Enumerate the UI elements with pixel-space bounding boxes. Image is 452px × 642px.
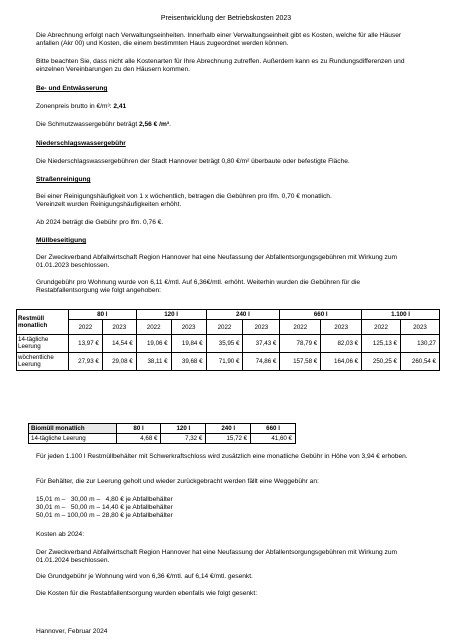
price-cell: 4,68 €: [116, 434, 161, 444]
schwerkraftschloss-text: Für jeden 1.100 l Restmüllbehälter mit Schwerkraftschloss wird zusätzlich eine monatliche Gebühr in Höhe von 3,94 € erhoben.: [36, 453, 408, 460]
heading-be-entwaesserung: Be- und Entwässerung: [36, 85, 108, 92]
strassenreinigung-text-2: Ab 2024 beträgt die Gebühr pro lfm. 0,76 €.: [36, 219, 164, 226]
paragraph-2024-2: Die Grundgebühr je Wohnung wird von 6,36 €/mtl. auf 6,14 €/mtl. gesenkt.: [36, 573, 253, 580]
price-cell: 15,72 €: [206, 434, 251, 444]
niederschlagswasser-text: Die Niederschlagswassergebühren der Stadt Hannover beträgt 0,80 €/m² überbaute oder befestigte Fläche.: [36, 158, 350, 165]
schmutzwasser-line: [36, 121, 416, 129]
restmuell-year-header: 2022: [280, 320, 321, 335]
price-cell: 39,68 €: [171, 353, 206, 371]
price-cell: 74,86 €: [243, 353, 280, 371]
price-cell: 13,97 €: [68, 335, 102, 353]
price-cell: 35,95 €: [206, 335, 243, 353]
biomuell-corner-label: Biomüll monatlich: [29, 424, 117, 434]
price-cell: 14,54 €: [102, 335, 136, 353]
restmuell-size-header: 1.100 l: [362, 310, 440, 320]
price-cell: 125,13 €: [362, 335, 401, 353]
restmuell-year-header: 2023: [102, 320, 136, 335]
paragraph-2024-1: Der Zweckverband Abfallwirtschaft Region Hannover hat eine Neufassung der Abfallentsorgungsgebühren mit Wirkung zum 01.01.2024 beschlossen.: [36, 549, 398, 565]
price-cell: 130,27: [401, 335, 440, 353]
row-label: 14-tägliche Leerung: [29, 434, 117, 444]
zonenpreis-line: [36, 103, 416, 111]
price-cell: 71,90 €: [206, 353, 243, 371]
heading-strassenreinigung: Straßenreinigung: [36, 176, 91, 183]
list-item: 50,01 m – 100,00 m – 28,80 € je Abfallbehälter: [36, 512, 173, 519]
restmuell-size-header: 660 l: [280, 310, 362, 320]
schmutzwasser-end: .: [169, 121, 171, 128]
restmuell-year-header: 2023: [321, 320, 362, 335]
price-cell: 37,43 €: [243, 335, 280, 353]
list-item: 15,01 m – 30,00 m – 4,80 € je Abfallbehälter: [36, 496, 173, 503]
restmuell-year-header: 2023: [171, 320, 206, 335]
price-cell: 27,93 €: [68, 353, 102, 371]
price-cell: 164,06 €: [321, 353, 362, 371]
intro-paragraph-2: Bitte beachten Sie, dass nicht alle Kostenarten für Ihre Abrechnung zutreffen. Außerdem kann es zu Rundungsdifferenzen und einzelnen Vereinbarungen zu den Häusern kommen.: [36, 58, 405, 74]
price-cell: 29,08 €: [102, 353, 136, 371]
restmuell-corner-label: Restmüll monatlich: [17, 310, 69, 335]
kosten-2024-heading: Kosten ab 2024:: [36, 531, 85, 538]
heading-niederschlagswasser: Niederschlagswassergebühr: [36, 140, 126, 147]
schmutzwasser-label: Die Schmutzwassergebühr beträgt: [36, 121, 138, 128]
zonenpreis-value: 2,41: [113, 103, 127, 110]
table-row: [17, 335, 440, 353]
biomuell-size-header: 240 l: [206, 424, 251, 434]
row-label: 14-tägliche Leerung: [17, 335, 69, 353]
restmuell-year-header: 2023: [401, 320, 440, 335]
table-row: [17, 353, 440, 371]
price-cell: 7,32 €: [161, 434, 206, 444]
price-cell: 82,03 €: [321, 335, 362, 353]
price-cell: 19,84 €: [171, 335, 206, 353]
restmuell-year-header: 2022: [136, 320, 171, 335]
price-cell: 250,25 €: [362, 353, 401, 371]
weggebuehr-text: Für Behälter, die zur Leerung geholt und wieder zurückgebracht werden fällt eine Weggebühr an:: [36, 478, 319, 485]
footer-date: Hannover, Februar 2024: [36, 628, 108, 635]
heading-muellbeseitigung: Müllbeseitigung: [36, 237, 87, 244]
biomuell-size-header: 660 l: [251, 424, 296, 434]
strassenreinigung-text-1: Bei einer Reinigungshäufigkeit von 1 x wöchentlich, betragen die Gebühren pro lfm. 0,70 € monatlich. Vereinzelt wurden Reinigungshäufigkeiten erhöht.: [36, 193, 332, 209]
restmuell-year-header: 2022: [206, 320, 243, 335]
restmuell-year-header: 2023: [243, 320, 280, 335]
muell-text-1: Der Zweckverband Abfallwirtschaft Region Hannover hat eine Neufassung der Abfallentsorgungsgebühren mit Wirkung zum 01.01.2023 beschlossen.: [36, 254, 398, 270]
restmuell-size-header: 80 l: [68, 310, 136, 320]
price-cell: 157,58 €: [280, 353, 321, 371]
biomuell-size-header: 80 l: [116, 424, 161, 434]
biomuell-table: [28, 423, 296, 444]
table-row: [29, 434, 296, 444]
price-cell: 38,11 €: [136, 353, 171, 371]
price-cell: 19,06 €: [136, 335, 171, 353]
restmuell-size-header: 120 l: [136, 310, 206, 320]
schmutzwasser-value: 2,56 € /m³: [139, 121, 170, 128]
biomuell-size-header: 120 l: [161, 424, 206, 434]
paragraph-2024-3: Die Kosten für die Restabfallentsorgung wurden ebenfalls wie folgt gesenkt:: [36, 590, 258, 597]
restmuell-year-header: 2022: [362, 320, 401, 335]
row-label: wöchentliche Leerung: [17, 353, 69, 371]
price-cell: 41,60 €: [251, 434, 296, 444]
list-item: 30,01 m – 50,00 m – 14,40 € je Abfallbehälter: [36, 504, 173, 511]
zonenpreis-label: Zonenpreis brutto in €/m³:: [36, 103, 112, 110]
price-cell: 78,79 €: [280, 335, 321, 353]
document-title: Preisentwicklung der Betriebskosten 2023: [160, 15, 292, 22]
muell-text-2: Grundgebühr pro Wohnung wurde von 6,11 €/mtl. Auf 6,36€/mtl. erhöht. Weiterhin wurden die Gebühren für die Restabfallentsorgung wie folgt angehoben:: [36, 279, 361, 295]
restmuell-year-header: 2022: [68, 320, 102, 335]
restmuell-size-header: 240 l: [206, 310, 280, 320]
price-cell: 260,54 €: [401, 353, 440, 371]
restmuell-table: [16, 309, 440, 371]
intro-paragraph-1: Die Abrechnung erfolgt nach Verwaltungseinheiten. Innerhalb einer Verwaltungseinheit gibt es Kosten, welche für alle Häuser anfallen (Akr 00) und Kosten, die einem bestimmten Haus zugeordnet werden können.: [36, 32, 402, 48]
